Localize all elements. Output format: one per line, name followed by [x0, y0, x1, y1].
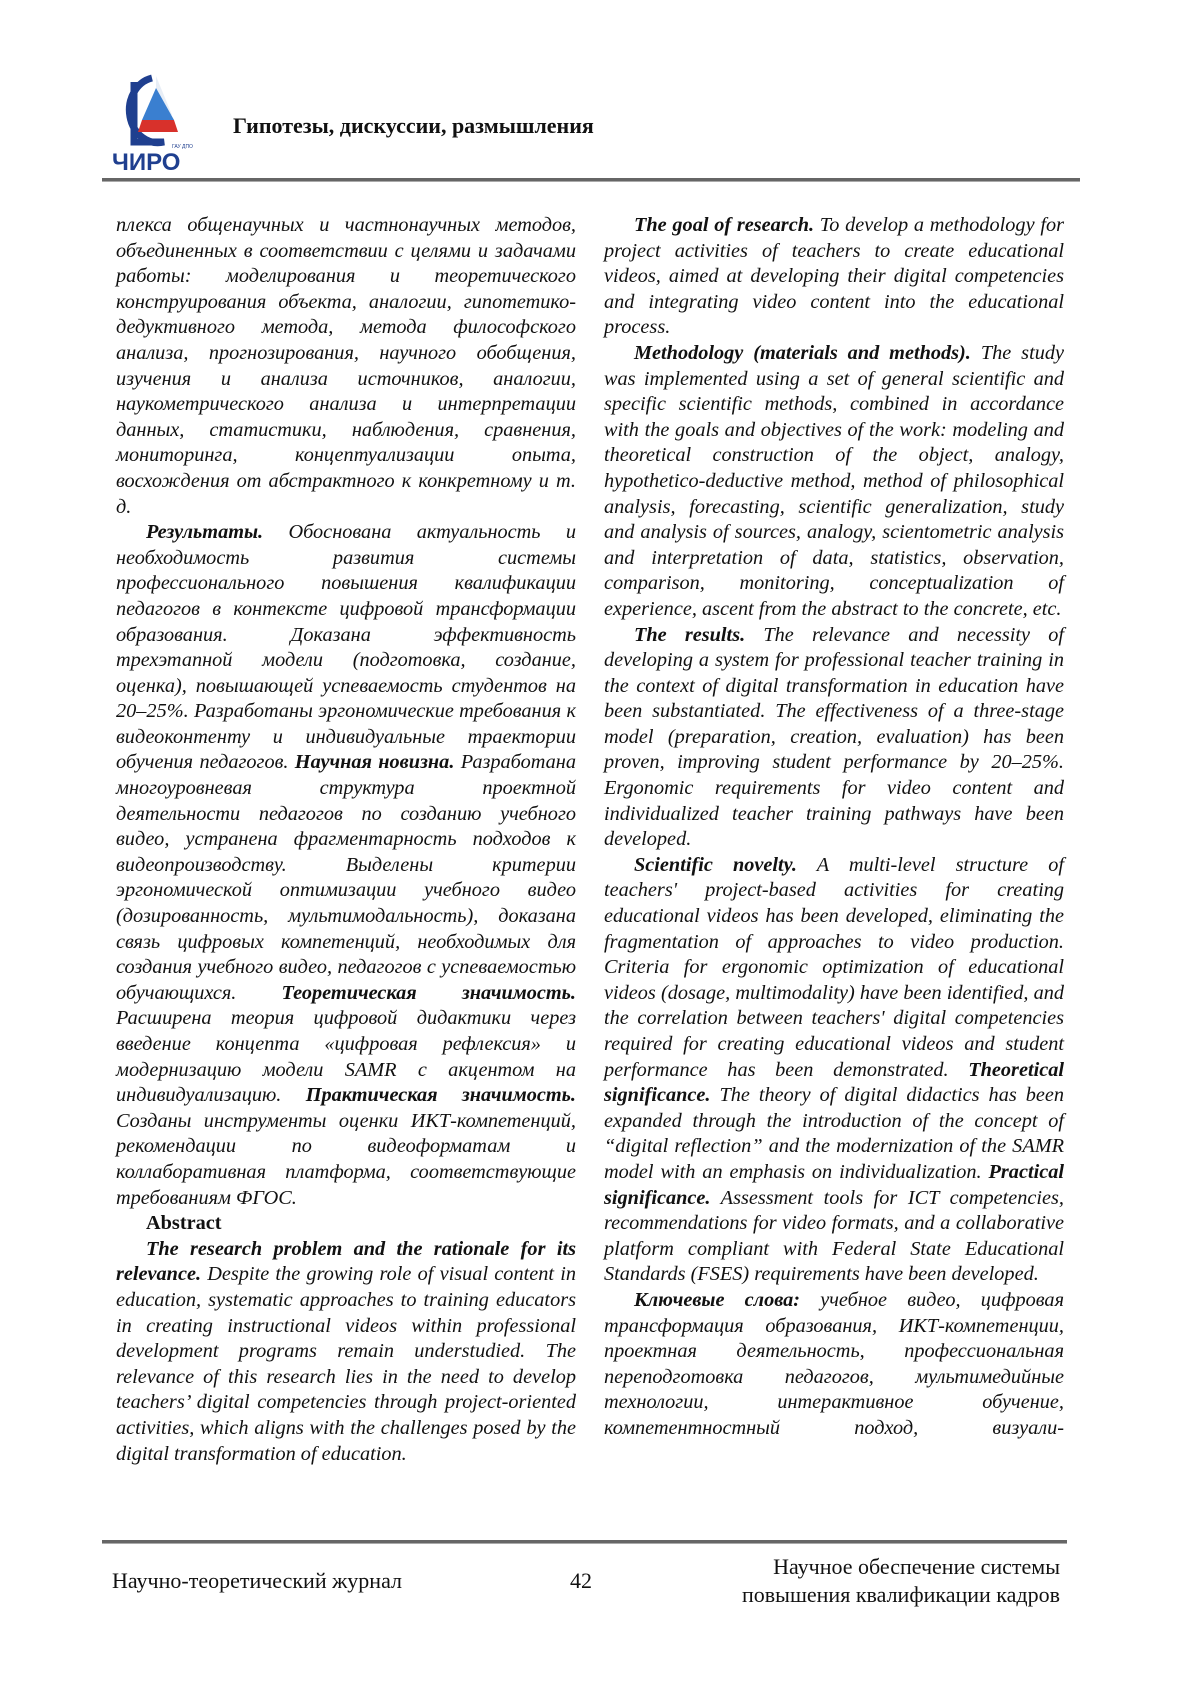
- svg-text:ГАУ ДПО: ГАУ ДПО: [172, 144, 193, 150]
- footer-divider: [102, 1540, 1067, 1544]
- paragraph-text: The study was implemented using a set of general scientific and specific scientific methods, combined in accordance with the goals and objectives of the work: modeling and theoretical construction of the object, analogy, hypothetico-deductive method, method of philosophical analysis, forecasting, scientific generalization, study and analysis of sources, analogy, scientometric analysis and interpretation of data, statistics, observation, comparison, monitoring, conceptualization of experience, ascent from the abstract to the concrete, etc.: [604, 342, 1064, 620]
- paragraph-text: To develop a methodology for project activities of teachers to create educational videos, aimed at developing their digital competencies and integrating video content into the educational process.: [604, 214, 1064, 338]
- bold-lead-in: Результаты.: [146, 521, 263, 543]
- paragraph: [604, 623, 1064, 853]
- bold-lead-in: The goal of research.: [634, 214, 814, 236]
- bold-lead-in: Теоретическая значимость.: [282, 982, 576, 1004]
- page-number: 42: [570, 1568, 592, 1594]
- paragraph: [116, 213, 576, 520]
- right-column: [604, 213, 1064, 1442]
- paragraph: [116, 1237, 576, 1467]
- bold-lead-in: Methodology (materials and methods).: [634, 342, 971, 364]
- paragraph: [604, 1288, 1064, 1442]
- section-title: Гипотезы, дискуссии, размышления: [233, 113, 594, 139]
- paragraph: [604, 213, 1064, 341]
- bold-lead-in: Практическая значимость.: [306, 1084, 576, 1106]
- paragraph-text: учебное видео, цифровая трансформация образования, ИКТ-компетенции, проектная деятельность, профессиональная переподготовка педагогов, мультимедийные технологии, интерактивное обучение, компетентностный подход, визуали-: [604, 1289, 1064, 1439]
- paragraph-text: A multi-level structure of teachers' project-based activities for creating educational videos has been developed, eliminating the fragmentation of approaches to video production. Criteria for ergonomic optimization of educational videos (dosage, multimodality) have been identified, and the correlation between teachers' digital competencies required for creating educational videos and student performance has been demonstrated.: [604, 854, 1064, 1081]
- footer-journal-name: [742, 1553, 1060, 1609]
- bold-lead-in: Practical significance.: [604, 1161, 1064, 1209]
- paragraph-text: плекса общенаучных и частнонаучных методов, объединенных в соответствии с целями и задачами работы: моделирования и теоретического конструирования объекта, аналогии, гипотетико-дедуктивного метода, метода философского анализа, прогнозирования, научного обобщения, изучения и анализа источников, аналогии, наукометрического анализа и интерпретации данных, статистики, наблюдения, сравнения, мониторинга, концептуализации опыта, восхождения от абстрактного к конкретному и т. д.: [116, 214, 576, 518]
- bold-lead-in: Abstract: [146, 1212, 221, 1234]
- paragraph-text: Расширена теория цифровой дидактики через введение концепта «цифровая рефлексия» и модернизацию модели SAMR с акцентом на индивидуализацию.: [116, 1007, 576, 1106]
- left-column: [116, 213, 576, 1467]
- chiro-logo: [112, 70, 202, 175]
- paragraph: [604, 853, 1064, 1288]
- header-divider: [102, 178, 1080, 182]
- paragraph-text: Assessment tools for ICT competencies, recommendations for video formats, and a collaborative platform compliant with Federal State Educational Standards (FSES) requirements have been developed.: [604, 1187, 1064, 1286]
- bold-lead-in: Theoretical significance.: [604, 1059, 1064, 1107]
- bold-lead-in: Ключевые слова:: [634, 1289, 800, 1311]
- bold-lead-in: The results.: [634, 624, 745, 646]
- paragraph-text: The relevance and necessity of developing a system for professional teacher training in the context of digital transformation in education have been substantiated. The effectiveness of a three-stage model (preparation, creation, evaluation) has been proven, improving student performance by 20–25%. Ergonomic requirements for video content and individualized teacher training pathways have been developed.: [604, 624, 1064, 851]
- paragraph-text: Despite the growing role of visual content in education, systematic approaches to training educators in creating instructional videos within professional development programs remain understudied. The relevance of this research lies in the need to develop teachers’ digital competencies through project-oriented activities, which aligns with the challenges posed by the digital transformation of education.: [116, 1263, 576, 1464]
- bold-lead-in: Научная новизна.: [295, 751, 455, 773]
- bold-lead-in: The research problem and the rationale for its relevance.: [116, 1238, 576, 1286]
- paragraph: [604, 341, 1064, 623]
- paragraph-text: Обоснована актуальность и необходимость развития системы профессионального повышения квалификации педагогов в контексте цифровой трансформации образования. Доказана эффективность трехэтапной модели (подготовка, создание, оценка), повышающей успеваемость студентов на 20–25%. Разработаны эргономические требования к видеоконтенту и индивидуальные траектории обучения педагогов.: [116, 521, 576, 773]
- paragraph-text: The theory of digital didactics has been expanded through the introduction of the concept of “digital reflection” and the modernization of the SAMR model with an emphasis on individualization.: [604, 1084, 1064, 1183]
- svg-text:ЧИРО: ЧИРО: [112, 149, 180, 175]
- paragraph-text: Созданы инструменты оценки ИКТ-компетенций, рекомендации по видеоформатам и коллаборативная платформа, соответствующие требованиям ФГОС.: [116, 1110, 576, 1209]
- abstract-heading: [116, 1211, 576, 1237]
- journal-name-line2: повышения квалификации кадров: [742, 1581, 1060, 1609]
- bold-lead-in: Scientific novelty.: [634, 854, 797, 876]
- footer-journal-type: Научно-теоретический журнал: [112, 1568, 402, 1594]
- paragraph-text: Разработана многоуровневая структура проектной деятельности педагогов по созданию учебного видео, устранена фрагментарность подходов к видеопроизводству. Выделены критерии эргономической оптимизации учебного видео (дозированность, мультимодальность), доказана связь цифровых компетенций, необходимых для создания учебного видео, педагогов с успеваемостью обучающихся.: [116, 751, 576, 1003]
- paragraph: [116, 520, 576, 1211]
- journal-name-line1: Научное обеспечение системы: [742, 1553, 1060, 1581]
